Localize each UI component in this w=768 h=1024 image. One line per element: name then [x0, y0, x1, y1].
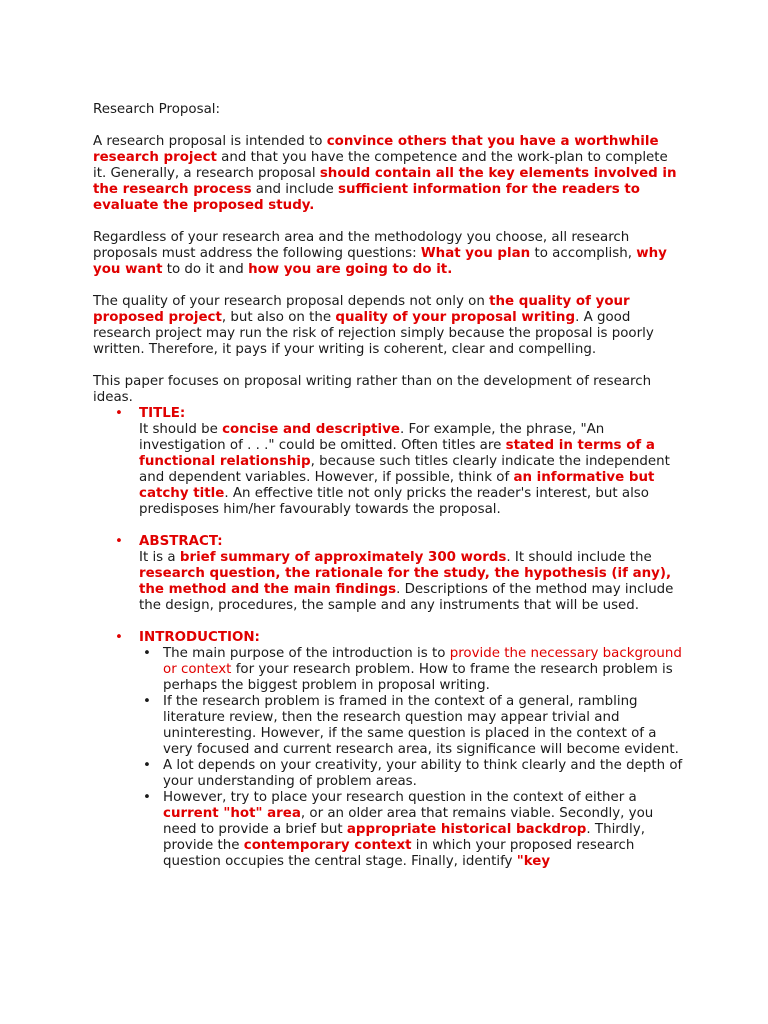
body-text: and that you have the competence and the work-plan to complete it. Generally, a research proposal [93, 150, 668, 181]
body-text: It should be [139, 422, 223, 437]
section-body [139, 550, 673, 613]
emphasis-text: quality of your proposal writing [335, 310, 576, 325]
body-text: for your research problem. How to frame the research problem is perhaps the biggest problem in proposal writing. [163, 662, 673, 693]
section-introduction-item [93, 630, 683, 870]
emphasis-text: should contain all the key elements involved in the research process [93, 166, 677, 197]
body-text: to do it and [162, 262, 249, 277]
emphasis-text: "key [516, 854, 551, 869]
body-text: The main purpose of the introduction is to [163, 646, 450, 661]
body-text: However, try to place your research question in the context of either a [163, 790, 637, 805]
body-text: This paper focuses on proposal writing rather than on the development of research ideas. [93, 374, 652, 405]
introduction-points [139, 646, 683, 870]
emphasis-text: provide the necessary background or context [163, 646, 682, 677]
body-text: It is a [139, 550, 180, 565]
body-text: . Thirdly, provide the [163, 822, 645, 853]
section-body [139, 422, 670, 517]
emphasis-text: appropriate historical backdrop [346, 822, 587, 837]
body-text: to accomplish, [530, 246, 637, 261]
body-text: , because such titles clearly indicate the independent and dependent variables. However, if possible, think of [139, 454, 670, 485]
emphasis-text: concise and descriptive [222, 422, 400, 437]
body-text: and include [251, 182, 339, 197]
emphasis-text: brief summary of approximately 300 words [179, 550, 507, 565]
section-abstract-item [93, 534, 683, 614]
list-item [139, 694, 683, 758]
section-title-item [93, 406, 683, 518]
body-text: . For example, the phrase, "An investigation of . . ." could be omitted. Often titles are [139, 422, 605, 453]
section-heading: • INTRODUCTION: [139, 630, 260, 645]
body-text: , but also on the [221, 310, 336, 325]
intro-paragraph [93, 134, 683, 214]
list-item [139, 646, 683, 694]
quality-paragraph [93, 294, 683, 358]
section-heading: • TITLE: [139, 406, 186, 421]
emphasis-text: research question, the rationale for the study, the hypothesis (if any), the method and the main findings [139, 566, 672, 597]
body-text: in which your proposed research question occupies the central stage. Finally, identify [163, 838, 635, 869]
body-text: Regardless of your research area and the methodology you choose, all research proposals must address the following questions: [93, 230, 630, 261]
emphasis-text: current "hot" area [163, 806, 301, 821]
emphasis-text: What you plan [420, 246, 531, 261]
emphasis-text: how you are going to do it. [248, 262, 453, 277]
body-text: A research proposal is intended to [93, 134, 327, 149]
emphasis-text: sufficient information for the readers to evaluate the proposed study. [93, 182, 640, 213]
body-text: . It should include the [506, 550, 652, 565]
focus-paragraph [93, 374, 683, 406]
emphasis-text: an informative but catchy title [139, 470, 655, 501]
body-text: , or an older area that remains viable. Secondly, you need to provide a brief but [163, 806, 654, 837]
body-text: . Descriptions of the method may include the design, procedures, the sample and any instruments that will be used. [139, 582, 674, 613]
list-item [139, 758, 683, 790]
emphasis-text: convince others that you have a worthwhile research project [93, 134, 659, 165]
questions-paragraph [93, 230, 683, 278]
document-page [93, 102, 683, 886]
body-text: The quality of your research proposal depends not only on [93, 294, 490, 309]
list-item [139, 790, 683, 870]
emphasis-text: why you want [93, 246, 667, 277]
emphasis-text: the quality of your proposed project [93, 294, 630, 325]
section-list [93, 406, 683, 870]
body-text: If the research problem is framed in the context of a general, rambling literature review, then the research question may appear trivial and uninteresting. However, if the same question is placed in the context of a very focused and current research area, its significance will become evident. [163, 694, 679, 757]
document-title: Research Proposal: [93, 102, 221, 117]
emphasis-text: stated in terms of a functional relationship [139, 438, 655, 469]
body-text: A lot depends on your creativity, your ability to think clearly and the depth of your understanding of problem areas. [163, 758, 683, 789]
emphasis-text: contemporary context [243, 838, 412, 853]
body-text: . A good research project may run the risk of rejection simply because the proposal is poorly written. Therefore, it pays if your writing is coherent, clear and compelling. [93, 310, 654, 357]
body-text: . An effective title not only pricks the reader's interest, but also predisposes him/her favourably towards the proposal. [139, 486, 649, 517]
section-heading: • ABSTRACT: [139, 534, 223, 549]
